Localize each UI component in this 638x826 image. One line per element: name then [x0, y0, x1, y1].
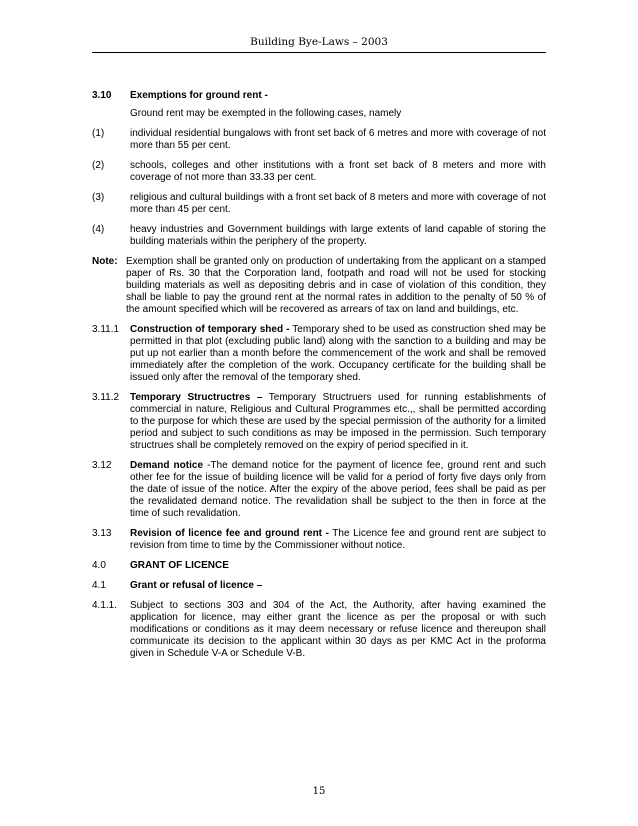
section-text: Temporary shed to be used as construction shed may be permitted in that plot (excluding public land) along with the sanction to a building and may be put up not earlier than a month before the commencement of the work and shall be removed immediately after the completion of the work. Occupancy certificate for the building shall be issued only after the removal of the temporary shed. — [130, 324, 546, 383]
section-number: 3.11.1 — [92, 324, 120, 335]
section-4-1-1 — [92, 600, 546, 660]
case-item — [92, 192, 546, 216]
section-title: Construction of temporary shed - — [130, 324, 290, 335]
section-4-1 — [92, 580, 546, 592]
running-header: Building Bye-Laws – 2003 — [250, 36, 388, 48]
section-title: Revision of licence fee and ground rent - — [130, 528, 329, 539]
case-number: (3) — [92, 192, 105, 203]
section-title: Grant or refusal of licence – — [130, 580, 263, 591]
case-item — [92, 224, 546, 248]
section-number: 4.1.1. — [92, 600, 118, 611]
section-3-11-1 — [92, 324, 546, 384]
section-number: 3.10 — [92, 90, 112, 101]
case-text: religious and cultural buildings with a front set back of 8 meters and more with coverage of not more than 45 per cent. — [130, 192, 546, 215]
note — [92, 256, 546, 316]
case-item — [92, 128, 546, 152]
case-number: (4) — [92, 224, 105, 235]
section-number: 3.12 — [92, 460, 112, 471]
section-text: Subject to sections 303 and 304 of the Act, the Authority, after having examined the application for licence, may either grant the licence as per the proposal or with such modifications or conditions as it may deem necessary or refuse licence and thereupon shall communicate its decision to the applicant within 30 days as per KMC Act in the proforma given in Schedule V-A or Schedule V-B. — [130, 600, 546, 659]
note-label: Note: — [92, 256, 118, 267]
page-content — [92, 90, 546, 668]
section-text: -The demand notice for the payment of licence fee, ground rent and such other fee for the issue of building licence will be valid for a period of forty five days only from the date of issue of the notice. After the expiry of the above period, fees shall be paid as per the revalidated demand notice. The revalidation shall be subject to the then in force at the time of such revalidation. — [130, 460, 546, 519]
section-title: Temporary Structructres – — [130, 392, 263, 403]
header-rule — [92, 52, 546, 53]
section-3-12 — [92, 460, 546, 520]
section-number: 3.11.2 — [92, 392, 120, 403]
section-number: 4.0 — [92, 560, 106, 571]
section-3-10-intro — [92, 108, 546, 120]
case-text: individual residential bungalows with front set back of 6 metres and more with coverage of not more than 55 per cent. — [130, 128, 546, 151]
section-3-13 — [92, 528, 546, 552]
paragraph: Ground rent may be exempted in the following cases, namely — [130, 108, 402, 119]
section-number: 3.13 — [92, 528, 112, 539]
section-3-10 — [92, 90, 546, 102]
section-number: 4.1 — [92, 580, 106, 591]
case-number: (1) — [92, 128, 105, 139]
section-text: Temporary Structruers used for running establishments of commercial in nature, Religious and Cultural Programmes etc.,, shall be permitted according to the purpose for which these are used by the special permission of the authority for a limited period and subject to such conditions as may be imposed in the permission. Such temporary structrues shall be completely removed on the expiry of period specified in it. — [130, 392, 547, 451]
case-text: heavy industries and Government buildings with large extents of land capable of storing the building materials within the periphery of the property. — [130, 224, 546, 247]
section-text: The Licence fee and ground rent are subject to revision from time to time by the Commissioner without notice. — [130, 528, 546, 551]
section-4-0 — [92, 560, 546, 572]
case-item — [92, 160, 546, 184]
section-3-11-2 — [92, 392, 546, 452]
case-number: (2) — [92, 160, 105, 171]
page-number: 15 — [312, 786, 326, 797]
section-title: Demand notice — [130, 460, 204, 471]
section-title: Exemptions for ground rent - — [130, 90, 268, 101]
section-title: GRANT OF LICENCE — [130, 560, 229, 571]
case-text: schools, colleges and other institutions with a front set back of 8 meters and more with coverage of not more than 33.33 per cent. — [130, 160, 546, 183]
note-text: Exemption shall be granted only on production of undertaking from the applicant on a stamped paper of Rs. 30 that the Corporation land, footpath and road will not be used for stocking building materials as well as depositing debris and in case of violation of this condition, they shall be liable to pay the ground rent at the normal rates in addition to the penalty of 50 % of the amount specified which will be recovered as arrears of tax on land and buildings, etc. — [126, 256, 546, 315]
